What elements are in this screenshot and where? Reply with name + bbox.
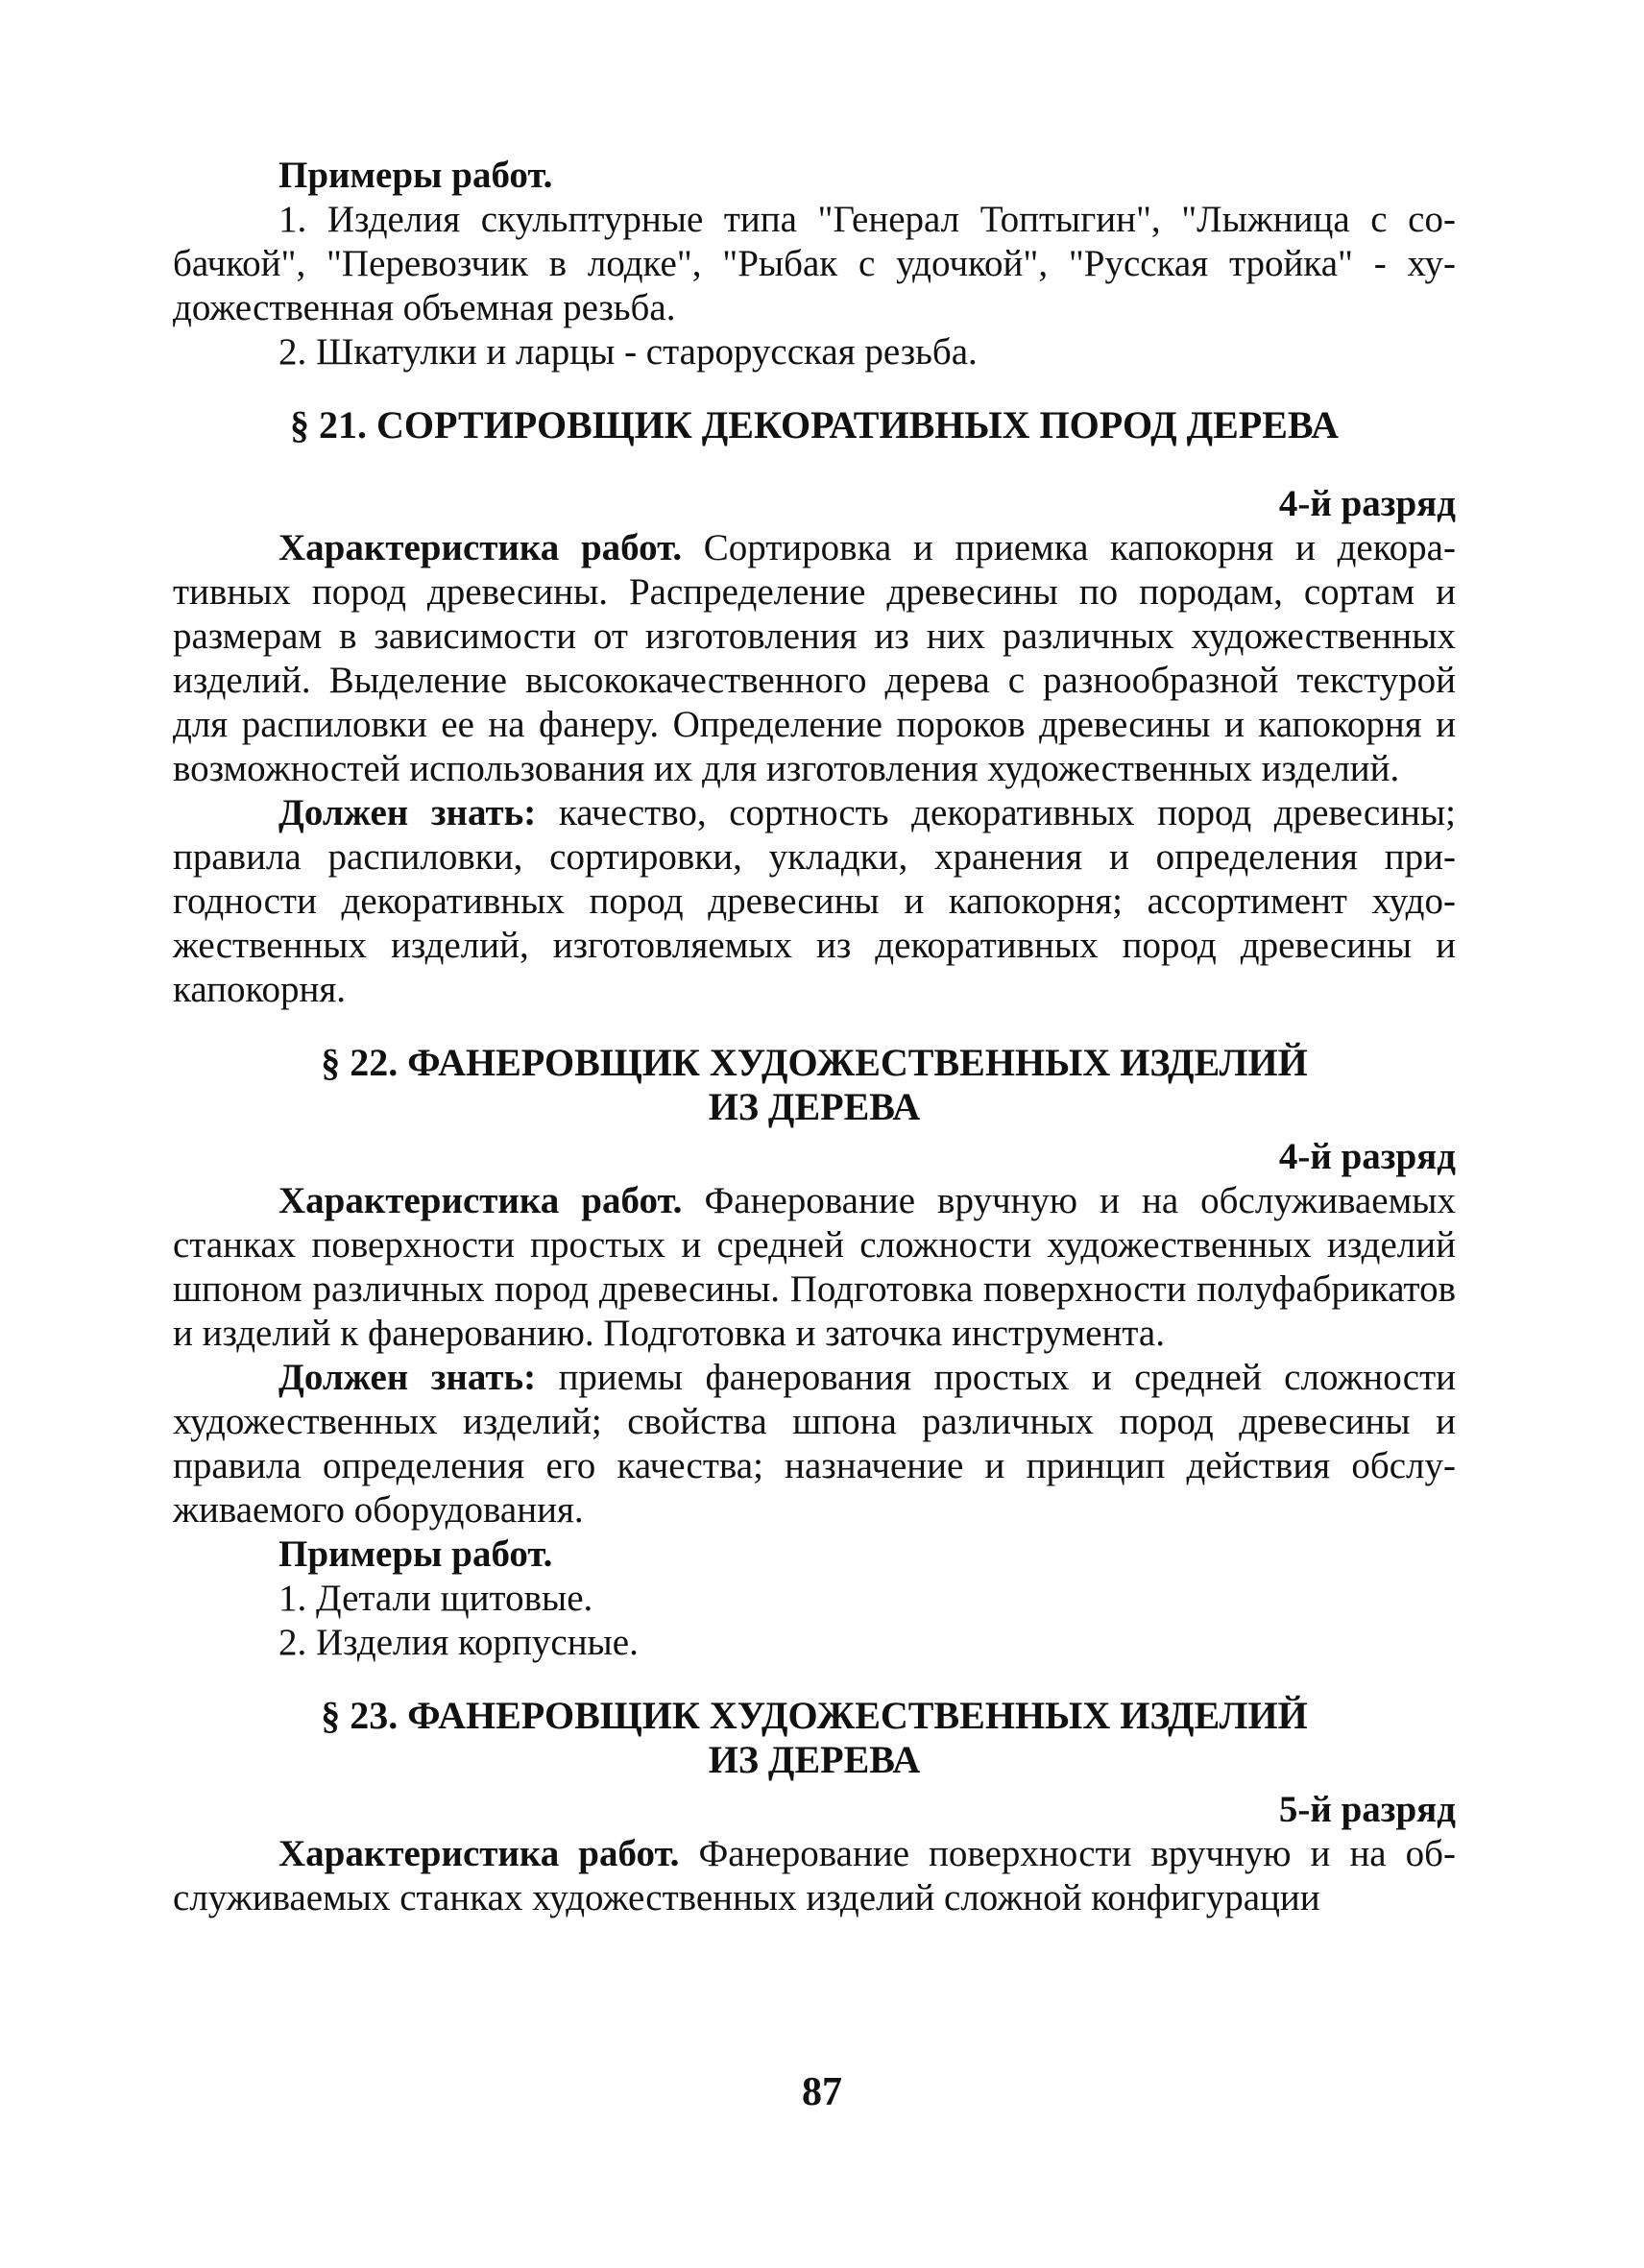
examples-label: Примеры работ. [278, 1533, 553, 1575]
document-page [173, 154, 1456, 1920]
knowledge-text: качество, сортность декоративных пород древесины; правила распиловки, сортировки, укладки, хранения и определения пригодности декоративных пород древесины и капокорня; ассортимент художественных изделий, изготовляемых из декоративных пород древесины и капокорня. [173, 792, 1456, 1010]
examples-label: Примеры работ. [278, 155, 553, 196]
rank-label: 5-й разряд [1278, 1789, 1456, 1830]
characteristics-text: Фанерование вручную и на обслуживаемых станках поверхности простых и средней сложности художественных изделий шпоном различных пород древесины. Подготовка поверхности полуфабрикатов и изделий к фанерованию. Подготовка и заточка инструмента. [173, 1180, 1456, 1354]
characteristics-text: Сортировка и приемка капокорня и декоративных пород древесины. Распределение древесины по породам, сортам и размерам в зависимости от изготовления из них различных художественных изделий. Выделение высококачественного дерева с разнообразной текстурой для распиловки ее на фанеру. Определение пороков древесины и капокорня и возможностей использования их для изготовления художественных изделий. [173, 527, 1456, 789]
characteristics-text: Фанерование поверхности вручную и на обслуживаемых станках художественных изделий сложной конфигурации [173, 1833, 1456, 1918]
characteristics-label: Характеристика работ. [278, 527, 683, 568]
section-heading-continued: ИЗ ДЕРЕВА [708, 1085, 921, 1128]
section-heading: § 22. ФАНЕРОВЩИК ХУДОЖЕСТВЕННЫХ ИЗДЕЛИЙ [321, 1041, 1308, 1084]
characteristics-paragraph [173, 1179, 1456, 1356]
section-heading: § 21. СОРТИРОВЩИК ДЕКОРАТИВНЫХ ПОРОД ДЕРЕВА [290, 403, 1339, 446]
rank-label: 4-й разряд [1278, 483, 1456, 524]
section-heading-continued: ИЗ ДЕРЕВА [708, 1738, 921, 1781]
rank-label: 4-й разряд [1278, 1136, 1456, 1177]
knowledge-label: Должен знать: [278, 792, 537, 833]
knowledge-paragraph [173, 791, 1456, 1012]
page-number: 87 [802, 2070, 842, 2114]
characteristics-label: Характеристика работ. [278, 1180, 683, 1221]
example-item: 1. Детали щитовые. [278, 1578, 593, 1619]
section-heading: § 23. ФАНЕРОВЩИК ХУДОЖЕСТВЕННЫХ ИЗДЕЛИЙ [321, 1694, 1308, 1737]
knowledge-text: приемы фанерования простых и средней сложности художественных изделий; свойства шпона различных пород древесины и правила определения его качества; назначение и принцип действия обслуживаемого оборудования. [173, 1357, 1456, 1531]
characteristics-paragraph [173, 526, 1456, 791]
knowledge-paragraph [173, 1356, 1456, 1532]
example-item: 1. Изделия скульптурные типа "Генерал Топтыгин", "Лыжница с собачкой", "Перевозчик в лодке", "Рыбак с удочкой", "Русская тройка" - художественная объемная резьба. [173, 199, 1456, 328]
example-item: 2. Шкатулки и ларцы - старорусская резьба. [278, 331, 978, 373]
example-item: 2. Изделия корпусные. [278, 1622, 639, 1663]
characteristics-label: Характеристика работ. [278, 1833, 680, 1874]
knowledge-label: Должен знать: [278, 1357, 537, 1398]
characteristics-paragraph [173, 1832, 1456, 1920]
